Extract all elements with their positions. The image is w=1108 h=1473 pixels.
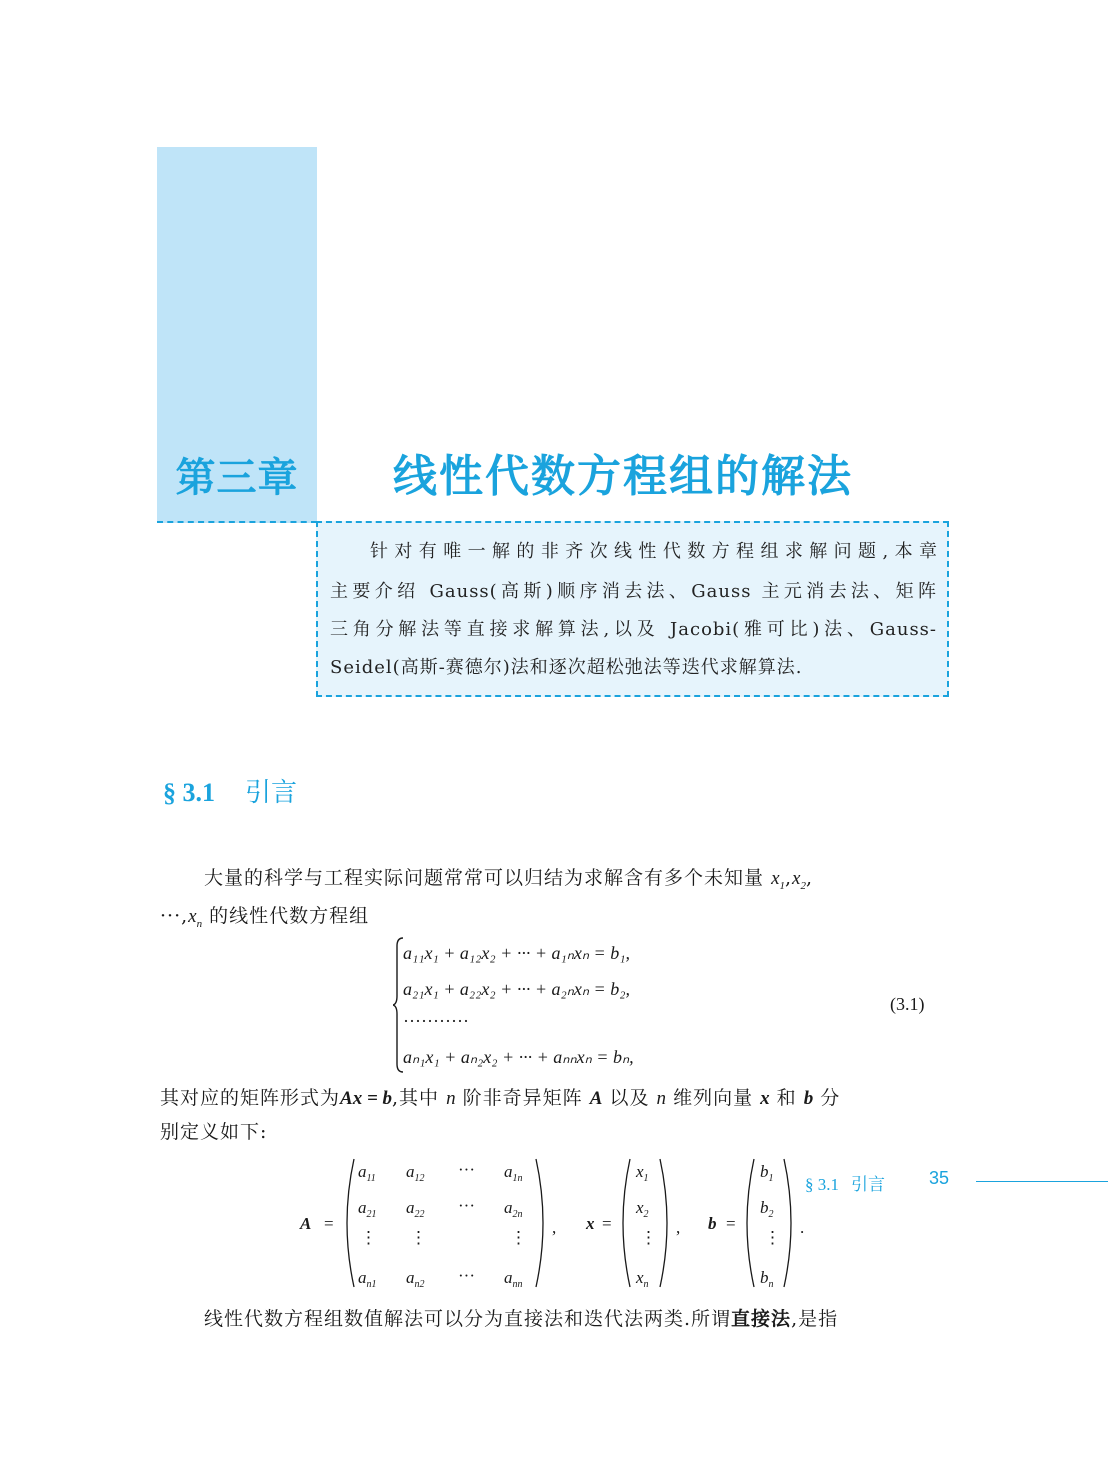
svg-text:.: . [800,1218,805,1237]
equation-number: (3.1) [890,994,925,1014]
svg-text:⋮: ⋮ [360,1228,377,1247]
svg-text:b1: $b_1$ [760,1162,774,1184]
svg-text:⋮: ⋮ [410,1228,427,1247]
abstract-line-1: 针对有唯一解的非齐次线性代数方程组求解问题,本章 [370,541,938,562]
ellipsis: ···, [160,905,189,927]
svg-text:A: A [300,1214,312,1233]
svg-text:a1n: $a_{1n}$ [504,1162,523,1184]
paragraph-1-line-1: 大量的科学与工程实际问题常常可以归结为求解含有多个未知量 $x_1,x_2$, [204,867,814,892]
equation-system [393,936,733,1074]
svg-text:b: b [708,1214,717,1233]
svg-text:a22: $a_{22}$ [406,1198,425,1220]
svg-text:···: ··· [458,1266,475,1285]
equation-row-1: a₁₁x₁ + a₁₂x₂ + ··· + a₁ₙxₙ = b₁, [403,943,630,963]
svg-text:=: = [726,1214,736,1233]
svg-text:···: ··· [458,1196,475,1215]
svg-text:a11: $a_{11}$ [358,1162,376,1184]
p1-tail: 的线性代数方程组 [209,905,370,927]
svg-text:=: = [324,1214,334,1233]
chapter-number: 第三章 [175,455,299,501]
svg-text:an2: $a_{n2}$ [406,1268,425,1290]
section-heading [163,772,297,809]
chapter-abstract-box [316,521,949,697]
svg-text:a12: $a_{12}$ [406,1162,425,1184]
matrix-equation: Ax = b [340,1088,393,1109]
var-xn: $x_n$ [188,906,203,930]
svg-text:x1: $x_1$ [636,1162,649,1184]
svg-text:bn: $b_n$ [760,1268,774,1290]
section-number: § 3.1 [163,778,215,807]
abstract-line-4: Seidel(高斯-赛德尔)法和逐次超松弛法等迭代求解算法. [330,657,803,678]
svg-text:b2: $b_2$ [760,1198,774,1220]
chapter-title: 线性代数方程组的解法 [393,451,853,502]
paragraph-3-line-1: 线性代数方程组数值解法可以分为直接法和迭代法两类.所谓直接法,是指 [204,1308,839,1330]
paragraph-2-line-2: 别定义如下: [160,1121,268,1143]
svg-text:a21: $a_{21}$ [358,1198,377,1220]
var-x2: $x_2$ [792,868,806,892]
page-number: 35 [929,1168,950,1188]
svg-text:an1: $a_{n1}$ [358,1268,377,1290]
matrix-definitions [296,1153,816,1293]
svg-text:⋮: ⋮ [640,1228,657,1247]
svg-text:⋮: ⋮ [510,1228,527,1247]
svg-text:,: , [552,1218,557,1237]
var-x1: $x_1$ [771,868,785,892]
svg-text:,: , [676,1218,681,1237]
equation-row-n: aₙ₁x₁ + aₙ₂x₂ + ··· + aₙₙxₙ = bₙ, [403,1047,634,1067]
svg-text:···: ··· [458,1160,475,1179]
paragraph-1-line-2 [160,904,369,936]
equation-row-dots: ··········· [403,1011,469,1031]
term-direct-method: 直接法 [731,1308,792,1330]
footer-rule [976,1181,1108,1182]
paragraph-2-line-1: 其对应的矩阵形式为Ax = b,其中 n 阶非奇异矩阵 A 以及 n 维列向量 x 和 b 分 [160,1087,841,1109]
banner-dashed-rule [157,521,317,523]
abstract-line-3: 三角分解法等直接求解算法,以及 Jacobi(雅可比)法、Gauss- [330,619,937,640]
svg-text:⋮: ⋮ [764,1228,781,1247]
svg-text:=: = [602,1214,612,1233]
equation-row-2: a₂₁x₁ + a₂₂x₂ + ··· + a₂ₙxₙ = b₂, [403,979,630,999]
svg-text:xn: $x_n$ [636,1268,649,1290]
svg-text:ann: $a_{nn}$ [504,1268,523,1290]
section-title: 引言 [245,778,298,808]
footer-section: § 3.1 引言 [805,1175,885,1195]
p1-text: 大量的科学与工程实际问题常常可以归结为求解含有多个未知量 [204,867,765,889]
svg-text:a2n: $a_{2n}$ [504,1198,523,1220]
abstract-line-2: 主要介绍 Gauss(高斯)顺序消去法、Gauss 主元消去法、矩阵 [330,581,937,602]
svg-text:x: x [586,1214,595,1233]
svg-text:x2: $x_2$ [636,1198,649,1220]
